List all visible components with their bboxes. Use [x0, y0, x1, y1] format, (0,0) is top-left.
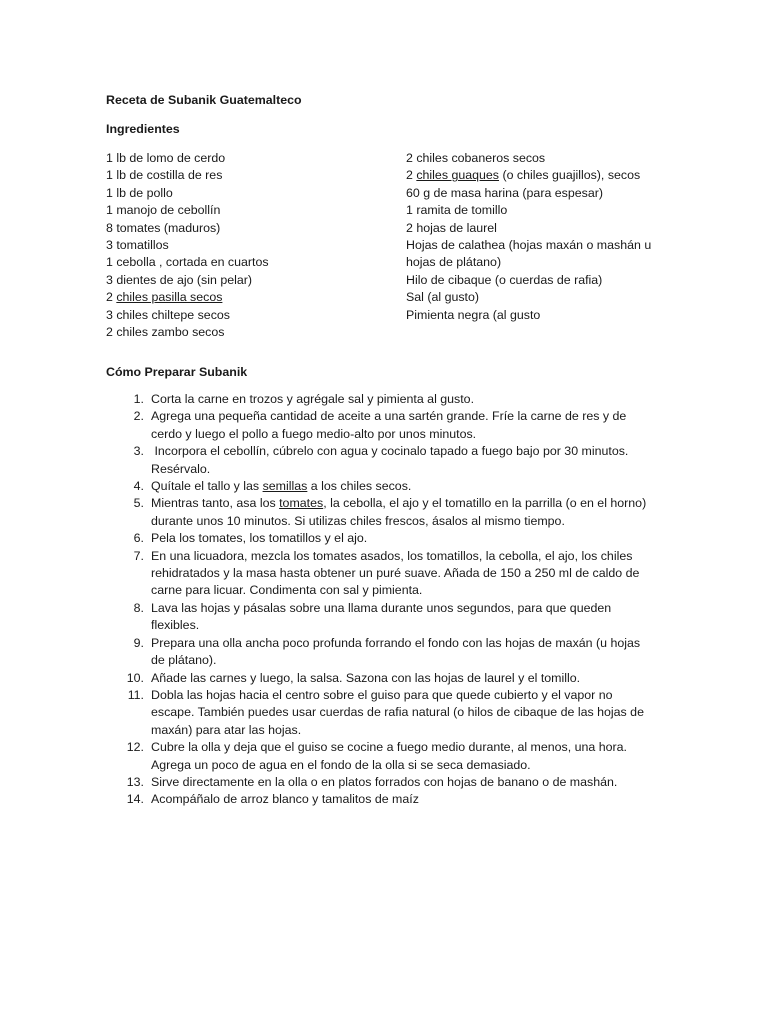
step-item: [106, 495, 651, 530]
step-item: [106, 635, 651, 670]
text-segment: 2 chiles cobaneros secos: [406, 151, 546, 165]
step-item: [106, 391, 651, 408]
text-segment: 3 chiles chiltepe secos: [106, 307, 230, 322]
text-segment: a los chiles secos.: [307, 479, 412, 494]
step-number: 2.: [133, 409, 144, 424]
step-number: 14.: [126, 792, 144, 807]
text-segment: , la cebolla, el ajo y el tomatillo en la parrilla (o en el horno) durante unos 10 minutos. Si utilizas chiles frescos, ásalos al mismo tiempo.: [151, 496, 647, 528]
ingredient-item: [406, 167, 656, 184]
step-number: 6.: [133, 531, 144, 546]
step-text: [151, 531, 367, 545]
text-segment: En una licuadora, mezcla los tomates asados, los tomatillos, la cebolla, el ajo, los chiles rehidratados y la masa hasta obtener un puré suave. Añada de 150 a 250 ml de caldo de carne para licuar. Condimenta con sal y pimienta.: [151, 548, 640, 598]
ingredients-columns: [106, 150, 666, 340]
text-segment: 1 lb de pollo: [106, 185, 173, 200]
step-number: 10.: [126, 670, 144, 685]
underlined-term: chiles guaques: [416, 168, 500, 183]
step-item: [106, 600, 651, 635]
ingredient-item: [406, 237, 656, 254]
step-item: [106, 408, 651, 443]
step-number: 11.: [127, 687, 144, 702]
ingredient-item: [106, 254, 396, 271]
text-segment: hojas de plátano): [406, 255, 502, 270]
text-segment: Sirve directamente en la olla o en platos forrados con hojas de banano o de mashán.: [151, 774, 618, 789]
ingredient-item: [106, 150, 396, 167]
ingredient-item: [106, 167, 396, 184]
step-text: [151, 409, 626, 440]
step-item: [106, 774, 651, 791]
text-segment: 1 lb de lomo de cerdo: [106, 151, 226, 165]
step-number: 13.: [126, 774, 144, 789]
step-text: [151, 479, 411, 493]
text-segment: Mientras tanto, asa los: [151, 496, 280, 511]
text-segment: Corta la carne en trozos y agrégale sal y pimienta al gusto.: [151, 392, 475, 406]
ingredient-item: [106, 185, 396, 202]
step-text: [151, 775, 617, 789]
step-item: [106, 530, 651, 547]
ingredient-item: [406, 220, 656, 237]
ingredients-list-left: [106, 150, 396, 341]
underlined-term: chiles pasilla secos: [116, 290, 223, 305]
ingredients-list-right: [406, 150, 656, 324]
preparation-steps: [106, 391, 666, 809]
text-segment: Dobla las hojas hacia el centro sobre el guiso para que quede cubierto y el vapor no escape. También puedes usar cuerdas de rafia natural (o hilos de cibaque de las hojas de maxán) para atar las hojas.: [151, 687, 644, 737]
ingredient-item: [406, 185, 656, 202]
text-segment: 1 lb de costilla de res: [106, 168, 223, 183]
text-segment: 3 tomatillos: [106, 238, 169, 253]
ingredient-item: [106, 324, 396, 341]
ingredient-item: [406, 150, 656, 167]
text-segment: Lava las hojas y pásalas sobre una llama durante unos segundos, para que queden flexibles.: [151, 600, 612, 633]
text-segment: 2: [406, 168, 417, 183]
ingredient-item: [106, 237, 396, 254]
step-text: [151, 601, 611, 632]
text-segment: 1 ramita de tomillo: [406, 203, 508, 218]
step-item: [106, 670, 651, 687]
step-text: [151, 444, 628, 475]
ingredient-item: [406, 254, 656, 271]
ingredient-item: [406, 307, 656, 324]
step-number: 1.: [133, 392, 144, 406]
step-number: 5.: [133, 496, 144, 511]
ingredient-item: [106, 289, 396, 306]
step-item: [106, 443, 651, 478]
step-item: [106, 548, 651, 600]
step-number: 9.: [133, 635, 144, 650]
ingredient-item: [406, 202, 656, 219]
recipe-title: Receta de Subanik Guatemalteco: [106, 93, 302, 107]
underlined-term: semillas: [262, 479, 308, 494]
text-segment: Agrega una pequeña cantidad de aceite a una sartén grande. Fríe la carne de res y de cerdo y luego el pollo a fuego medio-alto por unos minutos.: [151, 409, 627, 441]
underlined-term: tomates: [279, 496, 324, 511]
step-item: [106, 687, 651, 739]
ingredient-item: [106, 272, 396, 289]
step-text: [151, 496, 646, 527]
ingredient-item: [406, 272, 656, 289]
step-number: 4.: [133, 479, 144, 494]
text-segment: Cubre la olla y deja que el guiso se cocine a fuego medio durante, al menos, una hora. Agrega un poco de agua en el fondo de la olla si se seca demasiado.: [151, 740, 627, 772]
step-item: [106, 478, 651, 495]
text-segment: Hilo de cibaque (o cuerdas de rafia): [406, 272, 603, 287]
document-page: [106, 92, 666, 809]
step-number: 8.: [133, 600, 144, 615]
step-text: [151, 740, 627, 771]
step-item: [106, 739, 651, 774]
text-segment: Quítale el tallo y las: [151, 479, 263, 494]
step-number: 7.: [133, 548, 144, 563]
step-item: [106, 791, 651, 808]
text-segment: Añade las carnes y luego, la salsa. Sazona con las hojas de laurel y el tomillo.: [151, 670, 581, 685]
text-segment: 2 chiles zambo secos: [106, 325, 225, 340]
ingredient-item: [106, 307, 396, 324]
step-text: [151, 392, 474, 406]
preparation-heading: Cómo Preparar Subanik: [106, 365, 248, 379]
text-segment: 2: [106, 290, 117, 305]
ingredient-item: [106, 220, 396, 237]
text-segment: 3 dientes de ajo (sin pelar): [106, 272, 253, 287]
text-segment: 60 g de masa harina (para espesar): [406, 185, 603, 200]
ingredient-item: [106, 202, 396, 219]
text-segment: Incorpora el cebollín, cúbrelo con agua y cocinalo tapado a fuego bajo por 30 minutos. Resérvalo.: [151, 444, 629, 476]
step-text: [151, 688, 644, 737]
step-text: [151, 671, 580, 685]
text-segment: Pela los tomates, los tomatillos y el ajo.: [151, 531, 368, 546]
ingredient-item: [406, 289, 656, 306]
text-segment: Sal (al gusto): [406, 290, 480, 305]
text-segment: Acompáñalo de arroz blanco y tamalitos de maíz: [151, 792, 419, 807]
step-text: [151, 792, 419, 806]
text-segment: Hojas de calathea (hojas maxán o mashán u: [406, 238, 652, 253]
text-segment: Pimienta negra (al gusto: [406, 307, 541, 322]
text-segment: 1 cebolla , cortada en cuartos: [106, 255, 269, 270]
text-segment: 1 manojo de cebollín: [106, 203, 221, 218]
step-number: 12.: [126, 740, 144, 755]
text-segment: 2 hojas de laurel: [406, 220, 497, 235]
ingredients-heading: Ingredientes: [106, 122, 180, 136]
step-text: [151, 636, 640, 667]
text-segment: 8 tomates (maduros): [106, 220, 221, 235]
step-text: [151, 549, 639, 598]
text-segment: Prepara una olla ancha poco profunda forrando el fondo con las hojas de maxán (u hojas de plátano).: [151, 635, 641, 668]
text-segment: (o chiles guajillos), secos: [499, 168, 641, 183]
step-number: 3.: [133, 444, 144, 459]
